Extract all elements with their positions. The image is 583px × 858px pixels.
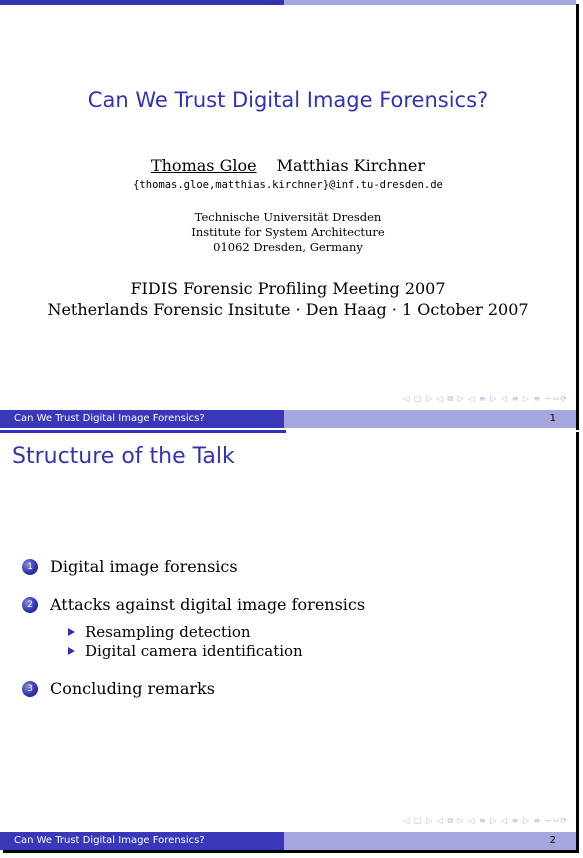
header-bar [0, 0, 576, 5]
institute-line: Technische Universität Dresden [194, 210, 382, 224]
header-bar-light [286, 430, 576, 433]
navigation-icons[interactable]: ◁ ▢ ▷ ◁ ⧉ ▷ ◁ ≡ ▷ ◁ ≡ ▷ ≡ ∽∾⟳ [403, 816, 568, 825]
footer-title: Can We Trust Digital Image Forensics? [0, 410, 284, 428]
outline-item-label: Concluding remarks [50, 679, 215, 698]
author-presenter: Thomas Gloe [150, 156, 257, 175]
outline-item-label: Digital image forensics [50, 557, 238, 576]
page-number: 2 [284, 832, 576, 850]
institute-line: 01062 Dresden, Germany [213, 240, 363, 254]
event-location-date: Netherlands Forensic Insitute · Den Haag · 1 October 2007 [47, 300, 529, 319]
header-bar-light [284, 0, 576, 5]
outline-item[interactable] [22, 595, 365, 614]
author-emails: {thomas.gloe,matthias.kirchner}@inf.tu-dresden.de [133, 179, 443, 191]
header-bar-dark [0, 0, 284, 5]
outline-item[interactable] [22, 679, 215, 698]
triangle-bullet-icon [68, 647, 75, 655]
outline-subitem[interactable] [68, 642, 303, 660]
slide-2 [0, 430, 576, 850]
number-bullet-icon: 2 [22, 597, 38, 613]
header-bar-dark [0, 430, 286, 433]
authors [0, 156, 576, 175]
page-number: 1 [284, 410, 576, 428]
slide-shadow [576, 4, 579, 430]
author-coauthor: Matthias Kirchner [276, 156, 426, 175]
presentation-title: Can We Trust Digital Image Forensics? [87, 88, 489, 112]
event-name: FIDIS Forensic Profiling Meeting 2007 [130, 279, 446, 298]
outline-subitem[interactable] [68, 623, 251, 641]
header-bar [0, 430, 576, 433]
number-bullet-icon: 3 [22, 681, 38, 697]
footer-title: Can We Trust Digital Image Forensics? [0, 832, 284, 850]
slide-1 [0, 0, 576, 428]
footer-bar [0, 410, 576, 428]
slide-shadow [3, 850, 579, 853]
outline-item[interactable] [22, 557, 238, 576]
frame-title: Structure of the Talk [12, 444, 235, 469]
outline-subitem-label: Resampling detection [85, 623, 251, 641]
triangle-bullet-icon [68, 628, 75, 636]
number-bullet-icon: 1 [22, 559, 38, 575]
institute-line: Institute for System Architecture [191, 225, 385, 239]
navigation-icons[interactable]: ◁ ▢ ▷ ◁ ⧉ ▷ ◁ ≡ ▷ ◁ ≡ ▷ ≡ ∽∾⟳ [403, 394, 568, 403]
outline-item-label: Attacks against digital image forensics [50, 595, 366, 614]
outline-subitem-label: Digital camera identification [85, 642, 303, 660]
slide-shadow [576, 432, 579, 853]
footer-bar [0, 832, 576, 850]
